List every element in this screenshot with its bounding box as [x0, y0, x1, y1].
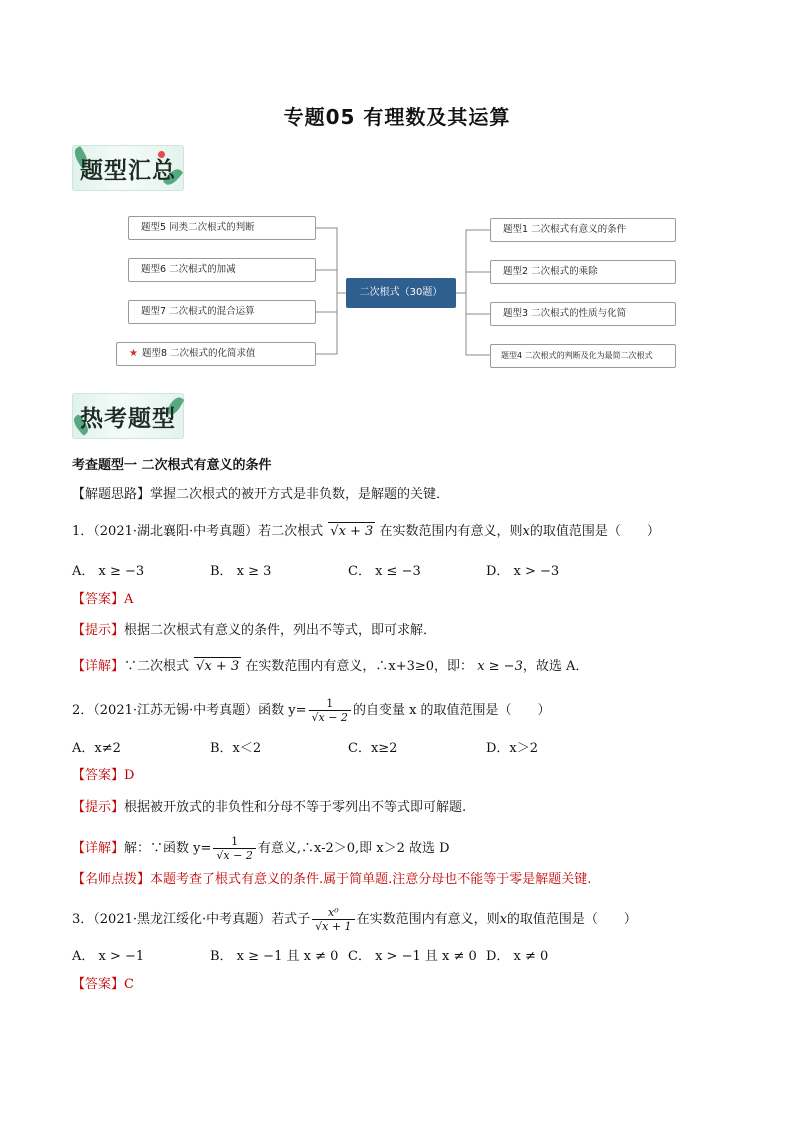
mindmap-node-label: 题型4 二次根式的判断及化为最简二次根式 — [501, 351, 653, 360]
question-1-intro: 1．（2021·湖北襄阳·中考真题）若二次根式 — [72, 524, 324, 539]
q3-option-b: B． x ≥ −1 且 x ≠ 0 — [210, 949, 339, 964]
q2-detail — [72, 835, 450, 862]
question-2 — [72, 697, 551, 724]
mindmap-node-label: 题型3 二次根式的性质与化简 — [503, 308, 627, 319]
teacher-text: 本题考查了根式有意义的条件.属于简单题.注意分母也不能等于零是解题关键. — [150, 872, 592, 887]
question-1-end: 的取值范围是（ ） — [529, 524, 660, 539]
mindmap-node-label: 题型2 二次根式的乘除 — [503, 266, 598, 277]
mindmap-right-node — [490, 218, 676, 242]
detail-math: x ≥ −3 — [477, 659, 523, 674]
mindmap-left-node — [128, 300, 316, 324]
detail-text: ，故选 A． — [522, 659, 589, 674]
page-title: 专题05 有理数及其运算 — [283, 105, 511, 129]
q2-option-a: A．x≠2 — [72, 741, 121, 756]
variable: x — [522, 524, 530, 539]
mindmap-node-label: 题型6 二次根式的加减 — [141, 264, 236, 275]
q3-answer — [72, 976, 134, 994]
fraction-numerator: x⁰ — [328, 906, 339, 919]
q1-detail — [72, 657, 588, 676]
fraction — [309, 697, 351, 724]
q2-option-b: B．x＜2 — [210, 741, 262, 756]
q3-option-c: C． x > −1 且 x ≠ 0 — [348, 949, 477, 964]
solution-idea-text: 掌握二次根式的被开方式是非负数，是解题的关键． — [150, 487, 450, 502]
question-3-intro: 3．（2021·黑龙江绥化·中考真题）若式子 — [72, 912, 311, 927]
q3-option-a: A． x > −1 — [72, 949, 145, 964]
sqrt-radicand: x − 2 — [318, 711, 348, 724]
question-3-mid: 在实数范围内有意义，则 — [356, 912, 500, 927]
answer-tag: 【答案】 — [72, 768, 125, 783]
hint-text: 根据被开放式的非负性和分母不等于零列出不等式即可解题. — [124, 800, 467, 815]
hot-banner — [72, 393, 184, 439]
mindmap-right-node — [490, 302, 676, 326]
detail-tag: 【详解】 — [72, 841, 125, 856]
mindmap-connectors — [0, 0, 794, 400]
hint-tag: 【提示】 — [72, 800, 125, 815]
q2-option-c: C．x≥2 — [348, 741, 398, 756]
question-2-end: 的自变量 x 的取值范围是（ ） — [352, 703, 551, 718]
mindmap-node-label: 题型5 同类二次根式的判断 — [141, 222, 255, 233]
q1-option-d: D． x > −3 — [486, 564, 560, 579]
answer-tag: 【答案】 — [72, 592, 125, 607]
mindmap-left-node — [128, 216, 316, 240]
sqrt-radicand: x − 2 — [223, 849, 253, 862]
answer-value: D — [124, 768, 135, 783]
variable: x — [499, 912, 507, 927]
question-3-end: 的取值范围是（ ） — [506, 912, 637, 927]
fraction-denominator: √x − 2 — [213, 848, 255, 862]
solution-idea-tag: 【解题思路】 — [72, 487, 151, 502]
solution-idea — [72, 486, 449, 504]
q2-hint — [72, 799, 466, 817]
detail-text: ∵二次根式 — [124, 659, 190, 674]
q1-hint — [72, 622, 436, 640]
q1-option-a: A． x ≥ −3 — [72, 564, 145, 579]
q2-answer — [72, 767, 134, 785]
mindmap-right-node — [490, 344, 676, 368]
answer-tag: 【答案】 — [72, 977, 125, 992]
q1-option-c: C． x ≤ −3 — [348, 564, 421, 579]
answer-value: A — [124, 592, 134, 607]
mindmap-right-node — [490, 260, 676, 284]
question-1-mid: 在实数范围内有意义，则 — [379, 524, 523, 539]
q2-teacher-note — [72, 871, 591, 889]
hint-tag: 【提示】 — [72, 623, 125, 638]
section-heading: 考查题型一 二次根式有意义的条件 — [72, 458, 272, 473]
mindmap-node-label: 题型7 二次根式的混合运算 — [141, 306, 255, 317]
fraction — [213, 835, 255, 862]
sqrt-radicand: x + 3 — [338, 524, 374, 539]
detail-text: 在实数范围内有意义，∴x+3≥0，即： — [245, 659, 474, 674]
sqrt-radicand: x + 3 — [204, 659, 240, 674]
summary-banner-title: 题型汇总 — [80, 158, 176, 184]
mindmap-left-node — [128, 258, 316, 282]
teacher-tag: 【名师点拨】 — [72, 872, 151, 887]
hot-banner-title: 热考题型 — [80, 406, 176, 432]
fraction-numerator: 1 — [231, 835, 239, 848]
detail-tag: 【详解】 — [72, 659, 125, 674]
question-2-intro: 2．（2021·江苏无锡·中考真题）函数 y= — [72, 703, 307, 718]
mindmap-center-node: 二次根式（30题） — [346, 278, 456, 308]
fraction-denominator: √x − 2 — [309, 710, 351, 724]
sqrt-radicand: x + 1 — [322, 920, 352, 933]
fraction-numerator: 1 — [326, 697, 334, 710]
fraction-denominator: √x + 1 — [312, 919, 354, 933]
question-1 — [72, 522, 660, 541]
sqrt-expression: √x + 3 — [330, 524, 374, 539]
mindmap-node-label: 题型8 二次根式的化简求值 — [141, 348, 256, 359]
question-3 — [72, 906, 637, 933]
fraction — [312, 906, 354, 933]
star-icon: ★ — [129, 348, 138, 359]
hint-text: 根据二次根式有意义的条件，列出不等式，即可求解． — [124, 623, 437, 638]
detail-text: 有意义,∴x-2＞0,即 x＞2 故选 D — [257, 841, 450, 856]
q1-answer — [72, 591, 133, 609]
detail-text: 解：∵函数 y= — [124, 841, 212, 856]
q1-option-b: B． x ≥ 3 — [210, 564, 272, 579]
q2-option-d: D．x＞2 — [486, 741, 539, 756]
mindmap-node-label: 题型1 二次根式有意义的条件 — [503, 224, 627, 235]
q3-option-d: D． x ≠ 0 — [486, 949, 549, 964]
mindmap-left-node — [116, 342, 316, 366]
answer-value: C — [124, 977, 134, 992]
sqrt-expression: √x + 3 — [196, 659, 240, 674]
